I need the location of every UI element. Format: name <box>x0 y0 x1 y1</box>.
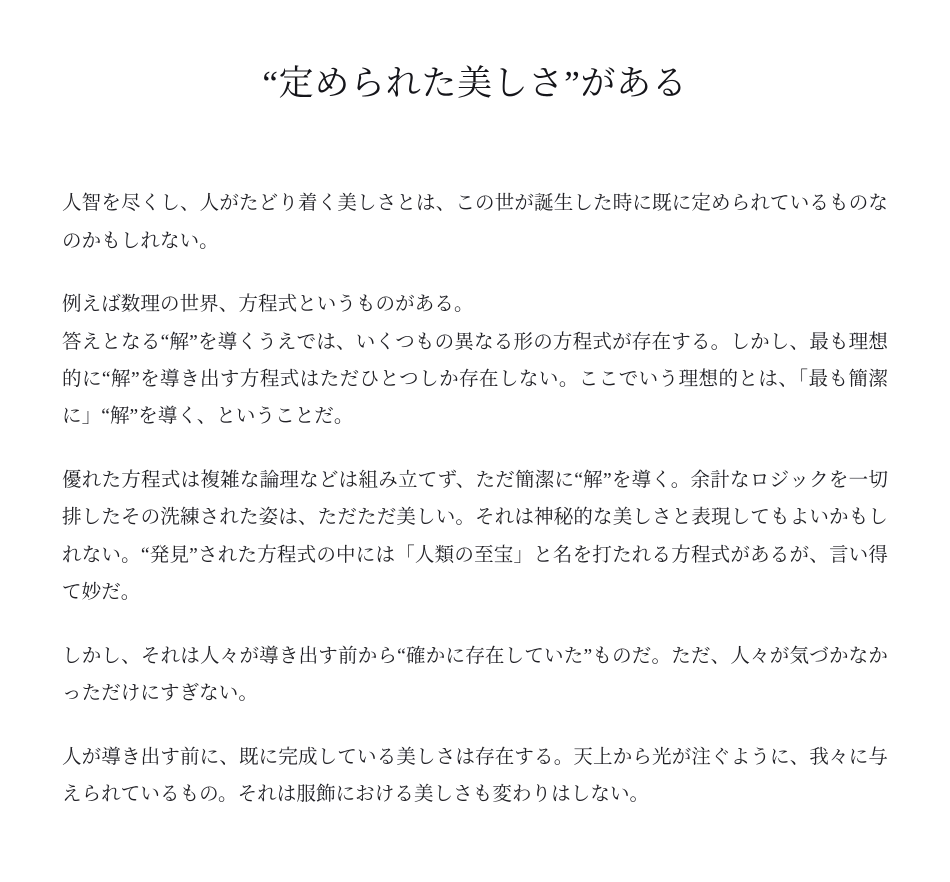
paragraph-line: 答えとなる“解”を導くうえでは、いくつもの異なる形の方程式が存在する。しかし、最も理想的に“解”を導き出す方程式はただひとつしか存在しない。ここでいう理想的とは、「最も簡潔に」“解”を導く、ということだ。 <box>62 331 888 428</box>
paragraph-3 <box>62 462 888 612</box>
paragraph-4 <box>62 638 888 713</box>
paragraph-2 <box>62 286 888 436</box>
paragraph-line: 例えば数理の世界、方程式というものがある。 <box>62 294 474 316</box>
article-body <box>0 107 950 813</box>
page-title: “定められた美しさ”がある <box>262 64 688 103</box>
paragraph-1 <box>62 185 888 260</box>
paragraph-line: 人が導き出す前に、既に完成している美しさは存在する。天上から光が注ぐように、我々に与えられているもの。それは服飾における美しさも変わりはしない。 <box>62 746 888 805</box>
paragraph-5 <box>62 739 888 814</box>
paragraph-line: しかし、それは人々が導き出す前から“確かに存在していた”ものだ。ただ、人々が気づかなかっただけにすぎない。 <box>62 645 888 705</box>
paragraph-line: 優れた方程式は複雑な論理などは組み立てず、ただ簡潔に“解”を導く。余計なロジックを一切排したその洗練された姿は、ただただ美しい。それは神秘的な美しさと表現してもよいかもしれない。“発見”された方程式の中には「人類の至宝」と名を打たれる方程式があるが、言い得て妙だ。 <box>62 469 888 604</box>
paragraph-line: 人智を尽くし、人がたどり着く美しさとは、この世が誕生した時に既に定められているものなのかもしれない。 <box>62 193 888 252</box>
